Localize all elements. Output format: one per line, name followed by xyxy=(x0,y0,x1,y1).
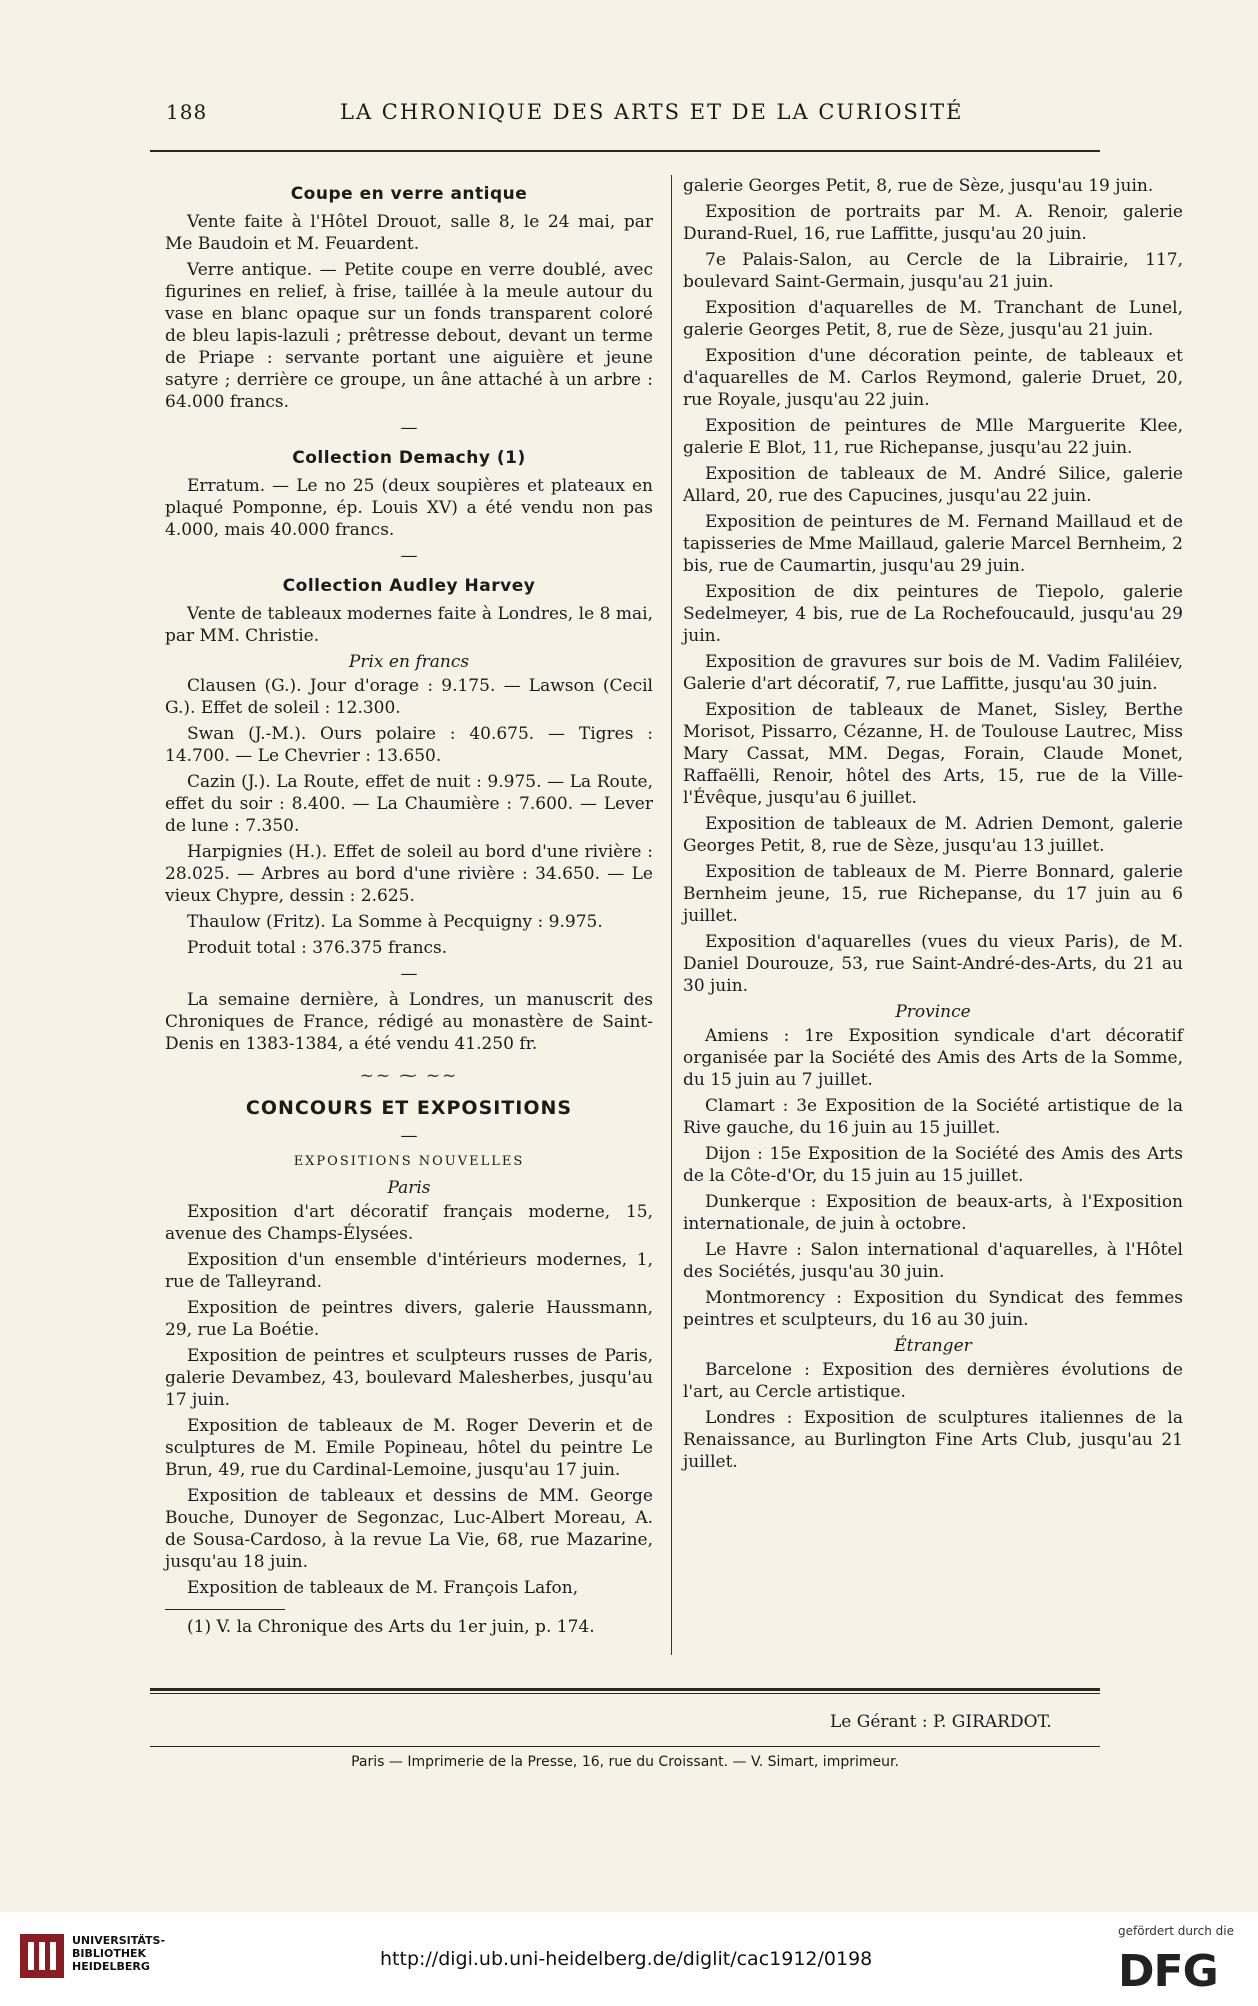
ub-line: HEIDELBERG xyxy=(72,1960,150,1973)
paragraph: Montmorency : Exposition du Syndicat des femmes peintres et sculpteurs, du 16 au 30 juin. xyxy=(683,1288,1183,1330)
bottom-rule xyxy=(150,1693,1100,1694)
section-heading: Coupe en verre antique xyxy=(290,184,528,204)
paragraph: Erratum. — Le no 25 (deux soupières et plateaux en plaqué Pomponne, ép. Louis XV) a été vendu non pas 4.000, mais 40.000 francs. xyxy=(165,476,653,540)
bottom-rule xyxy=(150,1688,1100,1691)
paragraph: Exposition de tableaux de M. André Silice, galerie Allard, 20, rue des Capucines, jusqu'au 22 juin. xyxy=(683,464,1183,506)
paragraph: Exposition de peintres et sculpteurs russes de Paris, galerie Devambez, 43, boulevard Malesherbes, jusqu'au 17 juin. xyxy=(165,1346,653,1410)
paragraph: Thaulow (Fritz). La Somme à Pecquigny : 9.975. xyxy=(187,912,603,932)
ub-line: BIBLIOTHEK xyxy=(72,1947,147,1960)
paragraph: Le Havre : Salon international d'aquarelles, à l'Hôtel des Sociétés, jusqu'au 30 juin. xyxy=(683,1240,1183,1282)
footnote-rule xyxy=(165,1609,285,1610)
funding-note: gefördert durch die xyxy=(1118,1924,1234,1938)
paragraph: Exposition d'aquarelles (vues du vieux Paris), de M. Daniel Dourouze, 53, rue Saint-André-des-Arts, du 21 au 30 juin. xyxy=(683,932,1183,996)
paragraph: Barcelone : Exposition des dernières évolutions de l'art, au Cercle artistique. xyxy=(683,1360,1183,1402)
paragraph: Exposition d'aquarelles de M. Tranchant de Lunel, galerie Georges Petit, 8, rue de Sèze, jusqu'au 21 juin. xyxy=(683,298,1183,340)
running-title: LA CHRONIQUE DES ARTS ET DE LA CURIOSITÉ xyxy=(340,100,964,124)
subheading: Paris xyxy=(387,1178,431,1198)
paragraph: Harpignies (H.). Effet de soleil au bord d'une rivière : 28.025. — Arbres au bord d'une rivière : 34.650. — Le vieux Chypre, dessin : 2.625. xyxy=(165,842,653,906)
ornament-divider: ~~ ⁓ ~~ xyxy=(359,1066,459,1086)
paragraph: 7e Palais-Salon, au Cercle de la Librairie, 117, boulevard Saint-Germain, jusqu'au 21 juin. xyxy=(683,250,1183,292)
separator-dash: — xyxy=(400,546,418,566)
university-library-name xyxy=(72,1934,165,1973)
paragraph: Exposition de portraits par M. A. Renoir, galerie Durand-Ruel, 16, rue Laffitte, jusqu'au 20 juin. xyxy=(683,202,1183,244)
separator-dash: — xyxy=(400,418,418,438)
paragraph: Exposition d'une décoration peinte, de tableaux et d'aquarelles de M. Carlos Reymond, galerie Druet, 20, rue Royale, jusqu'au 22 juin. xyxy=(683,346,1183,410)
ub-line: UNIVERSITÄTS- xyxy=(72,1934,166,1947)
header-rule xyxy=(150,150,1100,152)
paragraph: Clausen (G.). Jour d'orage : 9.175. — Lawson (Cecil G.). Effet de soleil : 12.300. xyxy=(165,676,653,718)
paragraph: Exposition de tableaux de M. Adrien Demont, galerie Georges Petit, 8, rue de Sèze, jusqu'au 13 juillet. xyxy=(683,814,1183,856)
footnote: (1) V. la Chronique des Arts du 1er juin, p. 174. xyxy=(187,1617,595,1637)
paragraph: Produit total : 376.375 francs. xyxy=(187,938,448,958)
paragraph: Clamart : 3e Exposition de la Société artistique de la Rive gauche, du 16 juin au 15 juillet. xyxy=(683,1096,1183,1138)
permalink[interactable]: http://digi.ub.uni-heidelberg.de/diglit/cac1912/0198 xyxy=(380,1948,873,1970)
bottom-rule xyxy=(150,1746,1100,1747)
paragraph: Swan (J.-M.). Ours polaire : 40.675. — Tigres : 14.700. — Le Chevrier : 13.650. xyxy=(165,724,653,766)
paragraph: Exposition de tableaux de M. Pierre Bonnard, galerie Bernheim jeune, 15, rue Richepanse, du 17 juin au 6 juillet. xyxy=(683,862,1183,926)
paragraph: Exposition de peintures de Mlle Marguerite Klee, galerie E Blot, 11, rue Richepanse, jusqu'au 22 juin. xyxy=(683,416,1183,458)
dfg-logo: DFG xyxy=(1118,1946,1218,1997)
paragraph: Amiens : 1re Exposition syndicale d'art décoratif organisée par la Société des Amis des Arts de la Somme, du 15 juin au 7 juillet. xyxy=(683,1026,1183,1090)
paragraph: Exposition de tableaux et dessins de MM. George Bouche, Dunoyer de Segonzac, Luc-Albert Moreau, A. de Sousa-Cardoso, à la revue La Vie, 68, rue Mazarine, jusqu'au 18 juin. xyxy=(165,1486,653,1572)
paragraph: Exposition d'un ensemble d'intérieurs modernes, 1, rue de Talleyrand. xyxy=(165,1250,653,1292)
paragraph: La semaine dernière, à Londres, un manuscrit des Chroniques de France, rédigé au monastère de Saint-Denis en 1383-1384, a été vendu 41.250 fr. xyxy=(165,990,653,1054)
paragraph: Exposition d'art décoratif français moderne, 15, avenue des Champs-Élysées. xyxy=(165,1202,653,1244)
paragraph: Exposition de peintures de M. Fernand Maillaud et de tapisseries de Mme Maillaud, galerie Marcel Bernheim, 2 bis, rue de Caumartin, jusqu'au 29 juin. xyxy=(683,512,1183,576)
paragraph: Exposition de dix peintures de Tiepolo, galerie Sedelmeyer, 4 bis, rue de La Rochefoucauld, jusqu'au 29 juin. xyxy=(683,582,1183,646)
imprint-line: Paris — Imprimerie de la Presse, 16, rue du Croissant. — V. Simart, imprimeur. xyxy=(351,1754,899,1770)
paragraph: Exposition de tableaux de Manet, Sisley, Berthe Morisot, Pissarro, Cézanne, H. de Toulouse Lautrec, Miss Mary Cassat, MM. Degas, Forain, Claude Monet, Raffaëlli, Renoir, hôtel des Arts, 15, rue de la Ville-l'Évêque, jusqu'au 6 juillet. xyxy=(683,700,1183,808)
section-title: CONCOURS ET EXPOSITIONS xyxy=(245,1097,573,1119)
subheading: Prix en francs xyxy=(348,652,470,672)
paragraph: Verre antique. — Petite coupe en verre doublé, avec figurines en relief, à frise, taillée à la meule autour du vase en blanc opaque sur un fonds transparent coloré de bleu lapis-lazuli ; prêtresse debout, devant un terme de Priape : servante portant une aiguière et jeune satyre ; derrière ce groupe, un âne attaché à un arbre : 64.000 francs. xyxy=(165,260,653,412)
subsection-label: EXPOSITIONS NOUVELLES xyxy=(293,1154,525,1169)
separator-dash: — xyxy=(400,964,418,984)
section-heading: Collection Demachy (1) xyxy=(292,448,526,468)
paragraph: Londres : Exposition de sculptures italiennes de la Renaissance, au Burlington Fine Arts Club, jusqu'au 21 juillet. xyxy=(683,1408,1183,1472)
page-number: 188 xyxy=(166,100,208,124)
paragraph: Dijon : 15e Exposition de la Société des Amis des Arts de la Côte-d'Or, du 15 juin au 15 juillet. xyxy=(683,1144,1183,1186)
paragraph: Exposition de peintres divers, galerie Haussmann, 29, rue La Boétie. xyxy=(165,1298,653,1340)
university-library-logo-icon xyxy=(20,1934,64,1978)
paragraph: Cazin (J.). La Route, effet de nuit : 9.975. — La Route, effet du soir : 8.400. — La Chaumière : 7.600. — Lever de lune : 7.350. xyxy=(165,772,653,836)
subheading: Étranger xyxy=(894,1336,972,1356)
paragraph: Dunkerque : Exposition de beaux-arts, à l'Exposition internationale, de juin à octobre. xyxy=(683,1192,1183,1234)
left-column xyxy=(165,175,653,1642)
section-heading: Collection Audley Harvey xyxy=(282,576,536,596)
paragraph: Vente faite à l'Hôtel Drouot, salle 8, le 24 mai, par Me Baudoin et M. Feuardent. xyxy=(165,212,653,254)
paragraph: Exposition de gravures sur bois de M. Vadim Faliléiev, Galerie d'art décoratif, 7, rue Laffitte, jusqu'au 30 juin. xyxy=(683,652,1183,694)
viewer-footer xyxy=(0,1912,1258,2006)
subheading: Province xyxy=(895,1002,971,1022)
gerant-line: Le Gérant : P. GIRARDOT. xyxy=(830,1712,1052,1732)
paragraph: galerie Georges Petit, 8, rue de Sèze, jusqu'au 19 juin. xyxy=(683,176,1154,196)
paragraph: Exposition de tableaux de M. François Lafon, xyxy=(187,1578,579,1598)
paragraph: Exposition de tableaux de M. Roger Deverin et de sculptures de M. Emile Popineau, hôtel du peintre Le Brun, 49, rue du Cardinal-Lemoine, jusqu'au 17 juin. xyxy=(165,1416,653,1480)
separator-dash: — xyxy=(400,1126,418,1146)
paragraph: Vente de tableaux modernes faite à Londres, le 8 mai, par MM. Christie. xyxy=(165,604,653,646)
right-column xyxy=(683,175,1183,1477)
column-divider xyxy=(671,175,672,1655)
